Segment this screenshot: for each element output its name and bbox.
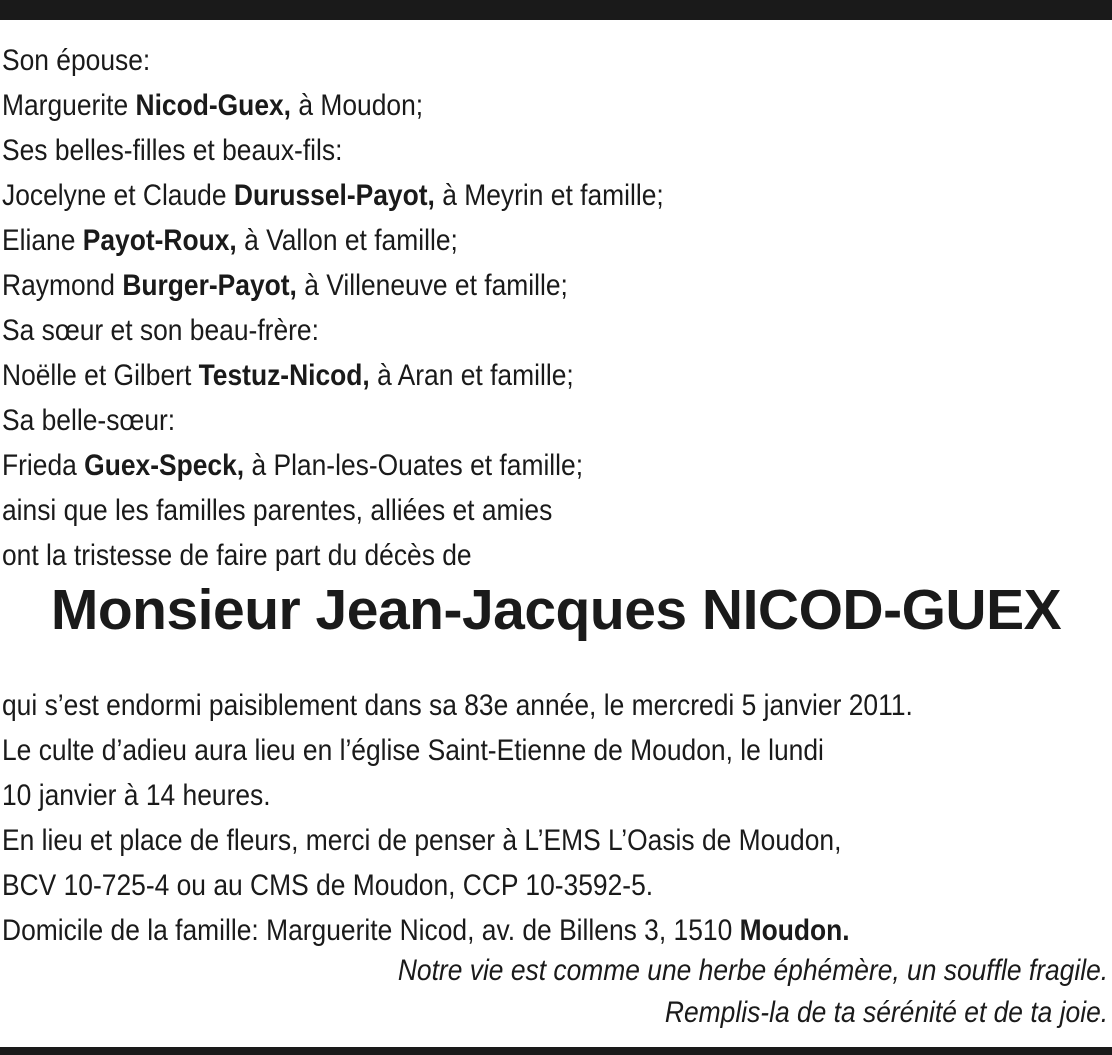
family-label-spouse: Son épouse: — [2, 44, 151, 77]
deceased-name: Monsieur Jean-Jacques NICOD-GUEX — [50, 578, 1062, 642]
family-entry-burger-payot: Raymond Burger-Payot, à Villeneuve et famille; — [2, 269, 568, 302]
details-family-address: Domicile de la famille: Marguerite Nicod, av. de Billens 3, 1510 Moudon. — [2, 914, 850, 947]
family-entry-guex-speck: Frieda Guex-Speck, à Plan-les-Ouates et famille; — [2, 449, 584, 482]
closing-verse — [398, 950, 1108, 1034]
announce-line-1: ainsi que les familles parentes, alliées et amies — [2, 494, 553, 527]
family-label-children-in-law: Ses belles-filles et beaux-fils: — [2, 134, 343, 167]
details-ceremony-time: 10 janvier à 14 heures. — [2, 779, 271, 812]
top-rule — [0, 0, 1112, 20]
announce-line-2: ont la tristesse de faire part du décès de — [2, 539, 472, 572]
family-entry-durussel: Jocelyne et Claude Durussel-Payot, à Meyrin et famille; — [2, 179, 664, 212]
family-list — [2, 38, 1108, 578]
details-donations: En lieu et place de fleurs, merci de penser à L’EMS L’Oasis de Moudon, — [2, 824, 842, 857]
details-ceremony: Le culte d’adieu aura lieu en l’église Saint-Etienne de Moudon, le lundi — [2, 734, 824, 767]
details-passing: qui s’est endormi paisiblement dans sa 83e année, le mercredi 5 janvier 2011. — [2, 689, 913, 722]
ceremony-details — [2, 683, 1108, 953]
details-donation-accounts: BCV 10-725-4 ou au CMS de Moudon, CCP 10-3592-5. — [2, 869, 654, 902]
family-label-sister-in-law: Sa belle-sœur: — [2, 404, 176, 437]
verse-line-2: Remplis-la de ta sérénité et de ta joie. — [664, 996, 1108, 1029]
bottom-rule — [0, 1047, 1112, 1055]
verse-line-1: Notre vie est comme une herbe éphémère, un souffle fragile. — [397, 954, 1108, 987]
family-label-sister: Sa sœur et son beau-frère: — [2, 314, 319, 347]
family-entry-spouse: Marguerite Nicod-Guex, à Moudon; — [2, 89, 424, 122]
family-entry-payot-roux: Eliane Payot-Roux, à Vallon et famille; — [2, 224, 458, 257]
family-entry-testuz: Noëlle et Gilbert Testuz-Nicod, à Aran et famille; — [2, 359, 574, 392]
